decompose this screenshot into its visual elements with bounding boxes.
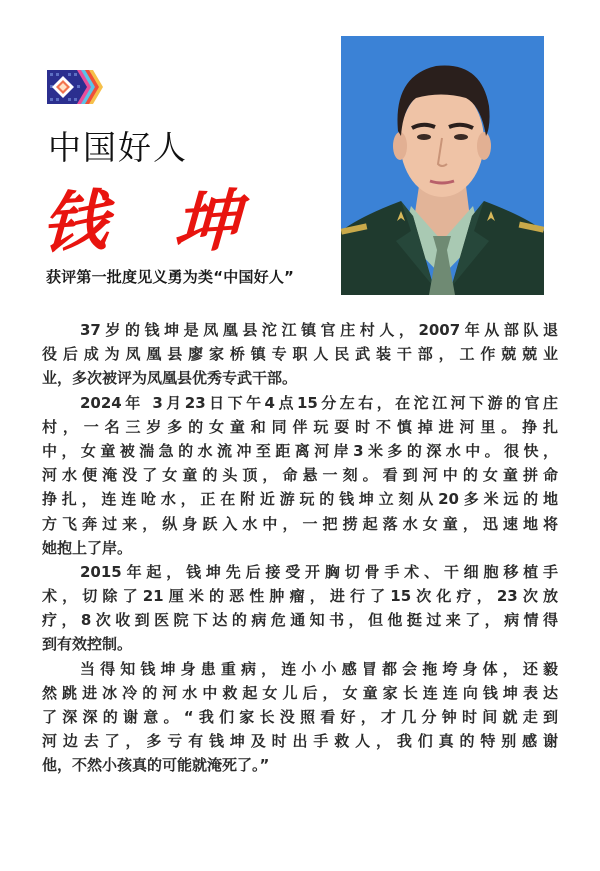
text-line: 37岁的钱坤是凤凰县沱江镇官庄村人，2007年从部队退 — [80, 321, 558, 339]
text-line: 河水便淹没了女童的头顶，命悬一刻。看到河中的女童拼命 — [42, 466, 558, 485]
award-subtitle: 获评第一批度见义勇为类“中国好人” — [46, 268, 295, 286]
article-body — [42, 318, 558, 778]
text-line: 挣扎，连连呛水，正在附近游玩的钱坤立刻从20多米远的地 — [42, 490, 558, 509]
china-good-people-emblem-icon — [47, 70, 103, 104]
text-line: 他，不然小孩真的可能就淹死了。” — [42, 756, 270, 775]
text-line: 2015年起，钱坤先后接受开胸切骨手术、干细胞移植手 — [80, 562, 558, 581]
paragraph-3 — [42, 560, 558, 657]
text-line: 了深深的谢意。“我们家长没照看好，才几分钟时间就走到 — [42, 708, 558, 726]
text-line: 业，多次被评为凤凰县优秀专武干部。 — [42, 369, 298, 388]
honoree-name-char-1: 钱 — [40, 180, 110, 264]
honoree-name-char-2: 坤 — [172, 180, 242, 264]
text-line: 到有效控制。 — [42, 635, 133, 654]
text-line: 役后成为凤凰县廖家桥镇专职人民武装干部，工作兢兢业 — [42, 345, 558, 364]
portrait-photo — [341, 36, 544, 295]
page-title: 中国好人 — [48, 128, 188, 167]
text-line: 当得知钱坤身患重病，连小小感冒都会拖垮身体，还毅 — [80, 659, 558, 678]
text-line: 然跳进冰冷的河水中救起女儿后，女童家长连连向钱坤表达 — [42, 683, 558, 702]
paragraph-1 — [42, 318, 558, 391]
text-line: 村，一名三岁多的女童和同伴玩耍时不慎掉进河里。挣扎 — [42, 417, 558, 436]
text-line: 河边去了，多亏有钱坤及时出手救人，我们真的特别感谢 — [42, 732, 558, 751]
honoree-name — [40, 180, 242, 264]
paragraph-2 — [42, 391, 558, 560]
text-line: 术，切除了21厘米的恶性肿瘤，进行了15次化疗，23次放 — [42, 587, 558, 606]
text-line: 2024年 3月23日下午4点15分左右，在沱江河下游的官庄 — [80, 393, 558, 412]
text-line: 中，女童被湍急的水流冲至距离河岸3米多的深水中。很快， — [42, 441, 558, 460]
paragraph-4 — [42, 657, 558, 778]
text-line: 方飞奔过来，纵身跃入水中，一把捞起落水女童，迅速地将 — [42, 514, 558, 533]
text-line: 她抱上了岸。 — [42, 538, 133, 557]
text-line: 疗，8次收到医院下达的病危通知书，但他挺过来了，病情得 — [42, 611, 558, 630]
